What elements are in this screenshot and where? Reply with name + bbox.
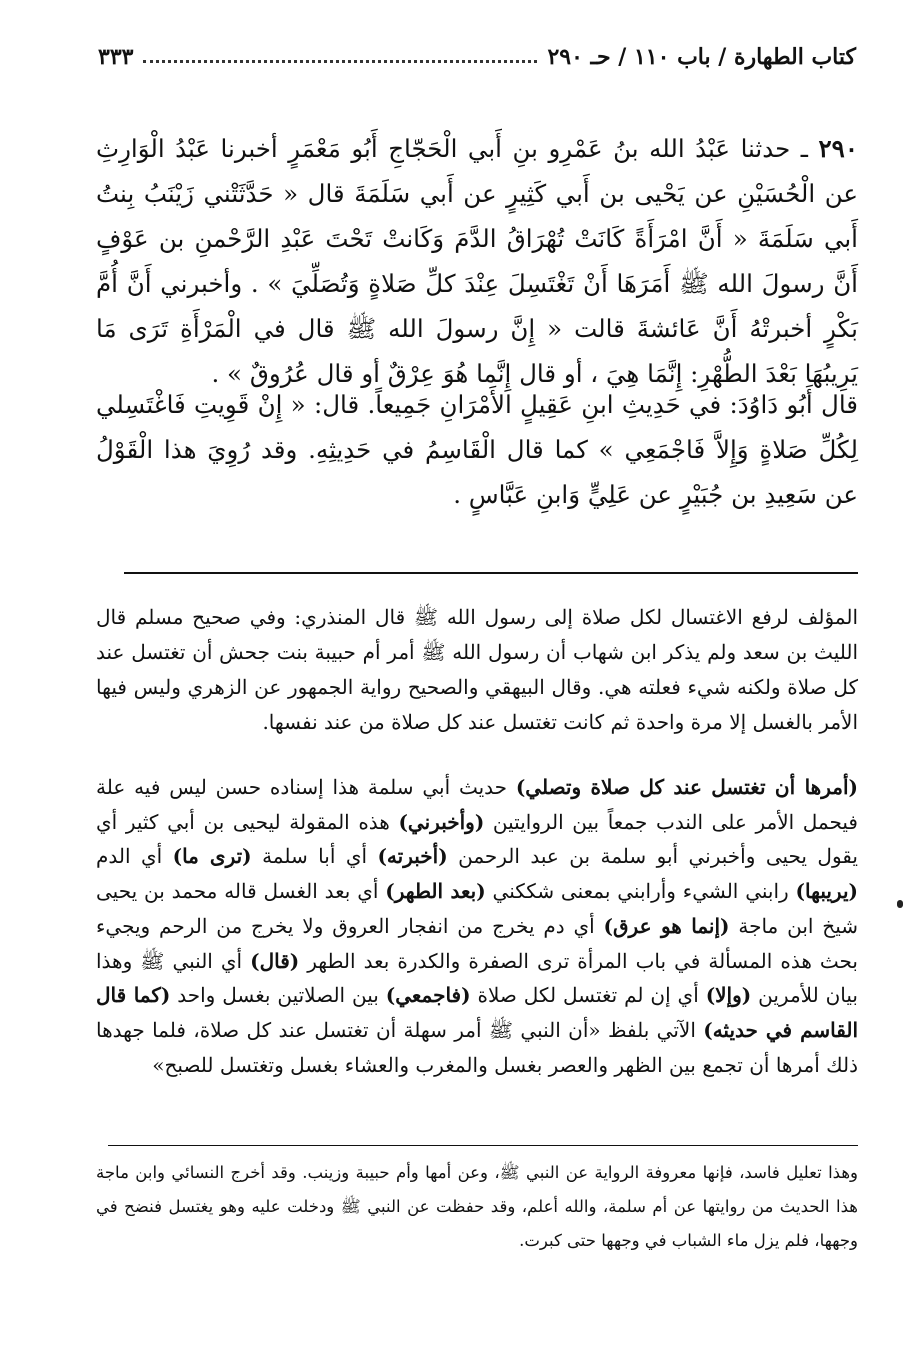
- commentary-text: أي النبي ﷺ وهذا بيان للأمرين: [96, 948, 858, 1008]
- commentary-text: هذه المقولة ليحيى بن أبي كثير أي يقول يحيى وأخبرني أبو سلمة بن عبد الرحمن: [96, 809, 858, 869]
- commentary-text: أي دم يخرج من انفجار العروق ولا يخرج من الرحم ويجيء بحث هذه المسألة في باب المرأة ترى الصفرة والكدرة بعد الطهر: [96, 913, 859, 973]
- hadith-text: [96, 126, 858, 396]
- lemma: (بعد الطهر): [385, 879, 486, 904]
- lemma: (كما قال القاسم في حديثه): [96, 983, 858, 1042]
- lemma: (وإلا): [705, 983, 752, 1008]
- commentary-text: بين الصلاتين بغسل واحد: [170, 983, 386, 1008]
- commentary-text: أي بعد الغسل قاله محمد بن يحيى شيخ ابن ماجة: [96, 879, 858, 938]
- lemma: (إنما هو عرق): [603, 913, 730, 938]
- footnote-divider: [108, 1145, 858, 1146]
- header-title: كتاب الطهارة / باب ١١٠ / حـ ٢٩٠: [547, 44, 856, 70]
- lemma: (أمرها أن تغتسل عند كل صلاة وتصلي): [515, 775, 858, 799]
- lemma: (وأخبرني): [398, 809, 485, 834]
- lemma: (ترى ما): [172, 844, 252, 869]
- lemma: (فاجمعي): [385, 983, 471, 1008]
- commentary-text: أي أبا سلمة: [251, 844, 378, 869]
- commentary-text: حديث أبي سلمة هذا إسناده حسن ليس فيه علة فيحمل الأمر على الندب جمعاً بين الروايتين: [96, 775, 858, 834]
- abu-dawud-comment: قال أَبُو دَاوُدَ: في حَدِيثِ ابنِ عَقِيلٍ الأَمْرَانِ جَمِيعاً. قال: « إِنْ قَوِيتِ فَاغْتَسِلي لِكُلِّ صَلاةٍ وَإِلاَّ فَاجْمَعِي » كما قال الْقَاسِمُ في حَدِيثِهِ. وقد رُوِيَ هذا الْقَوْلُ عن سَعِيدِ بن جُبَيْرٍ عن عَلِيٍّ وَابنِ عَبَّاسٍ .: [96, 390, 858, 509]
- hadith-body: ـ حدثنا عَبْدُ الله بنُ عَمْرِو بنِ أَبي الْحَجّاجِ أَبُو مَعْمَرٍ أخبرنا عَبْدُ الْوَارِثِ عن الْحُسَيْنِ عن يَحْيى بن أَبي كَثِيرٍ عن أَبي سَلَمَةَ قال « حَدَّثَتْني زَيْنَبُ بِنتُ أَبي سَلَمَةَ « أَنَّ امْرَأَةً كَانَتْ تُهْرَاقُ الدَّمَ وَكَانتْ تَحْتَ عَبْدِ الرَّحْمنِ بن عَوْفٍ أَنَّ رسولَ الله ﷺ أَمَرَهَا أَنْ تَغْتَسِلَ عِنْدَ كلِّ صَلاةٍ وَتُصَلِّيَ » . وأخبرني أَنَّ أُمَّ بَكْرٍ أخبرتْهُ أَنَّ عَائشةَ قالت « إِنَّ رسولَ الله ﷺ قال في الْمَرْأَةِ تَرَى مَا يَرِيبُهَا بَعْدَ الطُّهْرِ: إِنَّمَا هِيَ ، أو قال إِنَّما هُوَ عِرْقٌ أو قال عُرُوقٌ » .: [96, 134, 858, 388]
- commentary-text: الآتي بلفظ «أن النبي ﷺ أمر سهلة أن تغتسل عند كل صلاة، فلما جهدها ذلك أمرها أن تجمع بين الظهر والعصر بغسل والمغرب والعشاء بغسل وتغتسل للصبح»: [96, 1017, 858, 1077]
- lemma: (أخبرته): [377, 844, 448, 869]
- commentary-text: أي الدم: [96, 844, 173, 869]
- commentary-paragraph-1: المؤلف لرفع الاغتسال لكل صلاة إلى رسول الله ﷺ قال المنذري: وفي صحيح مسلم قال الليث بن سعد ولم يذكر ابن شهاب أن رسول الله ﷺ أمر أم حبيبة بنت جحش أن تغتسل عند كل صلاة ولكنه شيء فعلته هي. وقال البيهقي والصحيح رواية الجمهور عن الزهري وليس فيها الأمر بالغسل إلا مرة واحدة ثم كانت تغتسل عند كل صلاة من عند نفسها.: [96, 605, 858, 734]
- lemma: (يريبها): [795, 879, 858, 904]
- lemma: (قال): [250, 948, 300, 973]
- footnote: وهذا تعليل فاسد، فإنها معروفة الرواية عن النبي ﷺ، وعن أمها وأم حبيبة وزينب. وقد أخرج النسائي وابن ماجة هذا الحديث من روايتها عن أم سلمة، والله أعلم، وقد حفظت عن النبي ﷺ ودخلت عليه وهو يغتسل فنضح في وجهها، فلم يزل ماء الشباب في وجهها حتى كبرت.: [96, 1163, 858, 1250]
- page-number: ٣٣٣: [98, 44, 134, 70]
- commentary-text: رابني الشيء وأرابني بمعنى شككني: [485, 879, 796, 904]
- running-header: [98, 44, 856, 78]
- margin-ink-mark: [897, 900, 903, 908]
- hadith-number: ٢٩٠: [818, 134, 858, 163]
- commentary-text: أي إن لم تغتسل لكل صلاة: [470, 983, 706, 1008]
- commentary-divider: [124, 572, 858, 574]
- commentary-paragraph-2: [96, 770, 858, 1082]
- header-leader-dots: [143, 59, 537, 63]
